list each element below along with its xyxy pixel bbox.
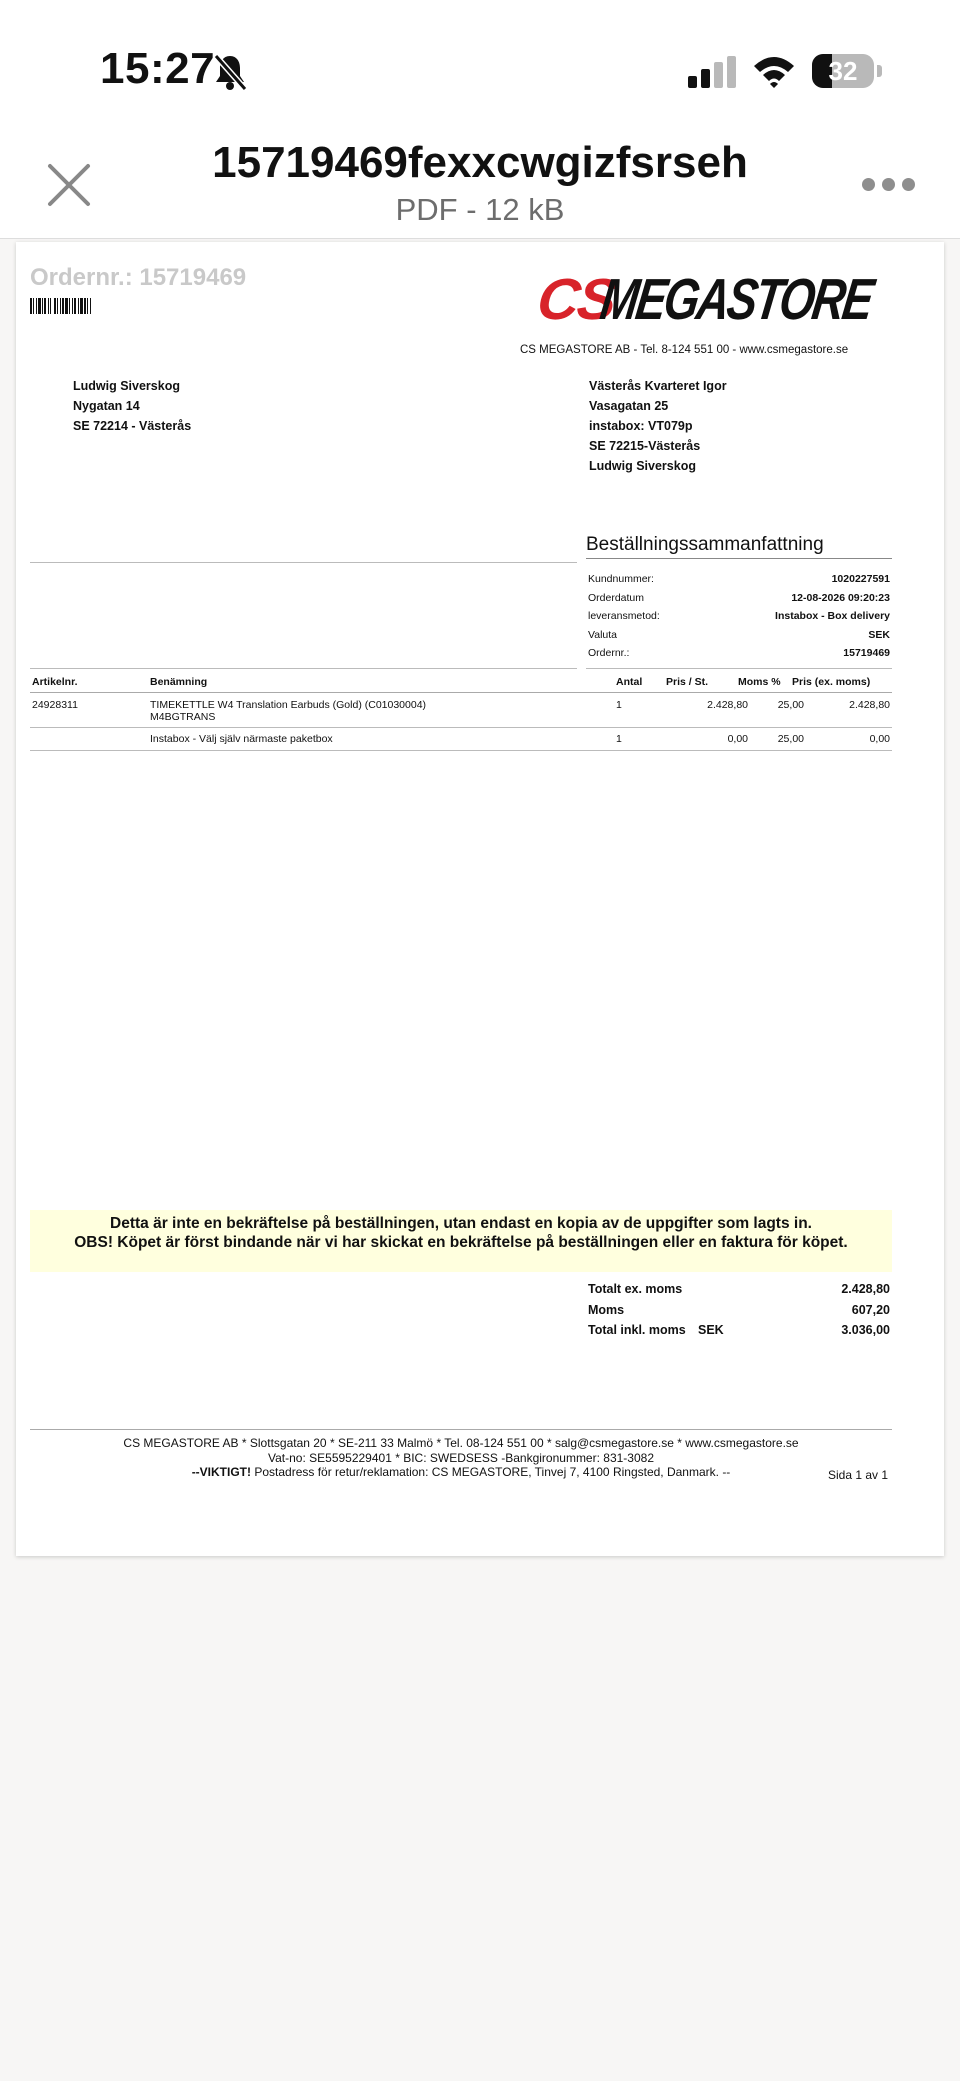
order-summary [588, 573, 892, 666]
summary-value: 1020227591 [831, 573, 890, 585]
item-price: 0,00 [727, 733, 748, 745]
item-quantity: 1 [616, 733, 622, 745]
item-name: TIMEKETTLE W4 Translation Earbuds (Gold) (C01030004) [150, 699, 427, 711]
total-label: Totalt ex. moms [588, 1282, 683, 1296]
status-bar [0, 0, 960, 130]
total-row [588, 1282, 892, 1303]
total-value: 3.036,00 [841, 1323, 890, 1337]
table-row [30, 693, 892, 728]
item-article: 24928311 [32, 699, 78, 711]
item-vat: 25,00 [777, 699, 804, 711]
summary-value: 15719469 [843, 647, 890, 659]
address-line: Västerås Kvarteret Igor [589, 379, 727, 393]
file-meta: PDF - 12 kB [395, 192, 565, 227]
shipping-address [589, 376, 727, 476]
table-header [30, 676, 892, 693]
divider [586, 558, 892, 559]
divider [30, 562, 577, 563]
notice-line: OBS! Köpet är först bindande när vi har skickat en bekräftelse på beställningen eller en faktura för köpet. [74, 1234, 848, 1251]
footer-line: CS MEGASTORE AB * Slottsgatan 20 * SE-211 33 Malmö * Tel. 08-124 551 00 * salg@csmegastore.se * www.csmegastore.se [123, 1436, 799, 1450]
item-name: Instabox - Välj själv närmaste paketbox [150, 733, 333, 745]
address-line: Nygatan 14 [73, 399, 140, 413]
summary-label: Ordernr.: [588, 647, 630, 659]
summary-row [588, 647, 892, 666]
item-price-ex-vat: 0,00 [869, 733, 890, 745]
summary-label: Valuta [588, 628, 617, 641]
summary-label: Orderdatum [588, 591, 645, 604]
close-icon[interactable] [44, 160, 94, 210]
summary-label: Kundnummer: [588, 573, 654, 585]
footer-return-address: Postadress för retur/reklamation: CS MEGASTORE, Tinvej 7, 4100 Ringsted, Danmark. -- [251, 1465, 731, 1479]
order-number-heading: Ordernr.: 15719469 [30, 264, 247, 291]
summary-row [588, 592, 892, 611]
column-header: Moms % [738, 676, 781, 688]
item-vat: 25,00 [777, 733, 804, 745]
page-footer [30, 1436, 892, 1480]
barcode [30, 298, 155, 314]
column-header: Pris / St. [666, 676, 709, 688]
item-price: 2.428,80 [707, 699, 748, 711]
page-number: Sida 1 av 1 [828, 1468, 889, 1482]
summary-value: SEK [868, 628, 890, 641]
address-line: SE 72214 - Västerås [73, 419, 192, 433]
wifi-icon [752, 54, 796, 88]
pdf-page [16, 242, 944, 1556]
battery-indicator [812, 54, 882, 88]
footer-important: --VIKTIGT! [191, 1465, 252, 1479]
battery-level: 32 [828, 56, 858, 86]
address-line: SE 72215-Västerås [589, 439, 701, 453]
column-header: Benämning [150, 676, 208, 688]
notice-box [30, 1210, 892, 1272]
summary-value: Instabox - Box delivery [775, 610, 890, 622]
total-value: 607,20 [851, 1302, 890, 1317]
viewer-header [0, 130, 960, 239]
column-header: Pris (ex. moms) [792, 676, 871, 688]
items-table [30, 676, 892, 751]
column-header: Artikelnr. [32, 676, 78, 688]
address-line: Ludwig Siverskog [73, 379, 180, 393]
more-options-icon[interactable] [858, 174, 914, 194]
total-label: Total inkl. moms [588, 1323, 686, 1337]
summary-value: 12-08-2026 09:20:23 [791, 591, 890, 604]
logo-cs: CS [533, 267, 620, 332]
address-line: Vasagatan 25 [589, 399, 669, 413]
total-currency: SEK [698, 1323, 724, 1337]
company-contact: CS MEGASTORE AB - Tel. 8-124 551 00 - www.csmegastore.se [520, 344, 849, 356]
status-time: 15:27 [100, 44, 216, 93]
notice-line: Detta är inte en bekräftelse på beställningen, utan endast en kopia av de uppgifter som lagts in. [110, 1215, 812, 1232]
total-label: Moms [588, 1302, 625, 1317]
divider [30, 668, 577, 669]
logo-megastore: MEGASTORE [596, 267, 876, 332]
cellular-signal-icon [688, 56, 736, 88]
company-logo [533, 266, 876, 332]
summary-label: leveransmetod: [588, 610, 660, 622]
summary-title: Beställningssammanfattning [586, 534, 824, 555]
total-value: 2.428,80 [841, 1282, 890, 1296]
footer-line: Vat-no: SE5595229401 * BIC: SWEDSESS -Bankgironummer: 831-3082 [268, 1450, 654, 1465]
table-row [30, 728, 892, 751]
column-header: Antal [616, 676, 643, 688]
total-row [588, 1303, 892, 1324]
item-price-ex-vat: 2.428,80 [849, 699, 890, 711]
footer-line [30, 1465, 892, 1480]
total-row [588, 1323, 892, 1344]
item-name-line2: M4BGTRANS [150, 711, 216, 723]
item-quantity: 1 [616, 699, 622, 711]
totals [588, 1282, 892, 1344]
divider [586, 668, 892, 669]
file-title: 15719469fexxcwgizfsrseh [212, 138, 748, 187]
summary-row [588, 573, 892, 592]
address-line: Ludwig Siverskog [589, 459, 696, 473]
address-line: instabox: VT079p [589, 419, 693, 433]
bell-muted-icon [212, 52, 248, 92]
customer-address [73, 376, 191, 436]
divider [30, 1429, 892, 1430]
summary-row [588, 629, 892, 648]
summary-row [588, 610, 892, 629]
